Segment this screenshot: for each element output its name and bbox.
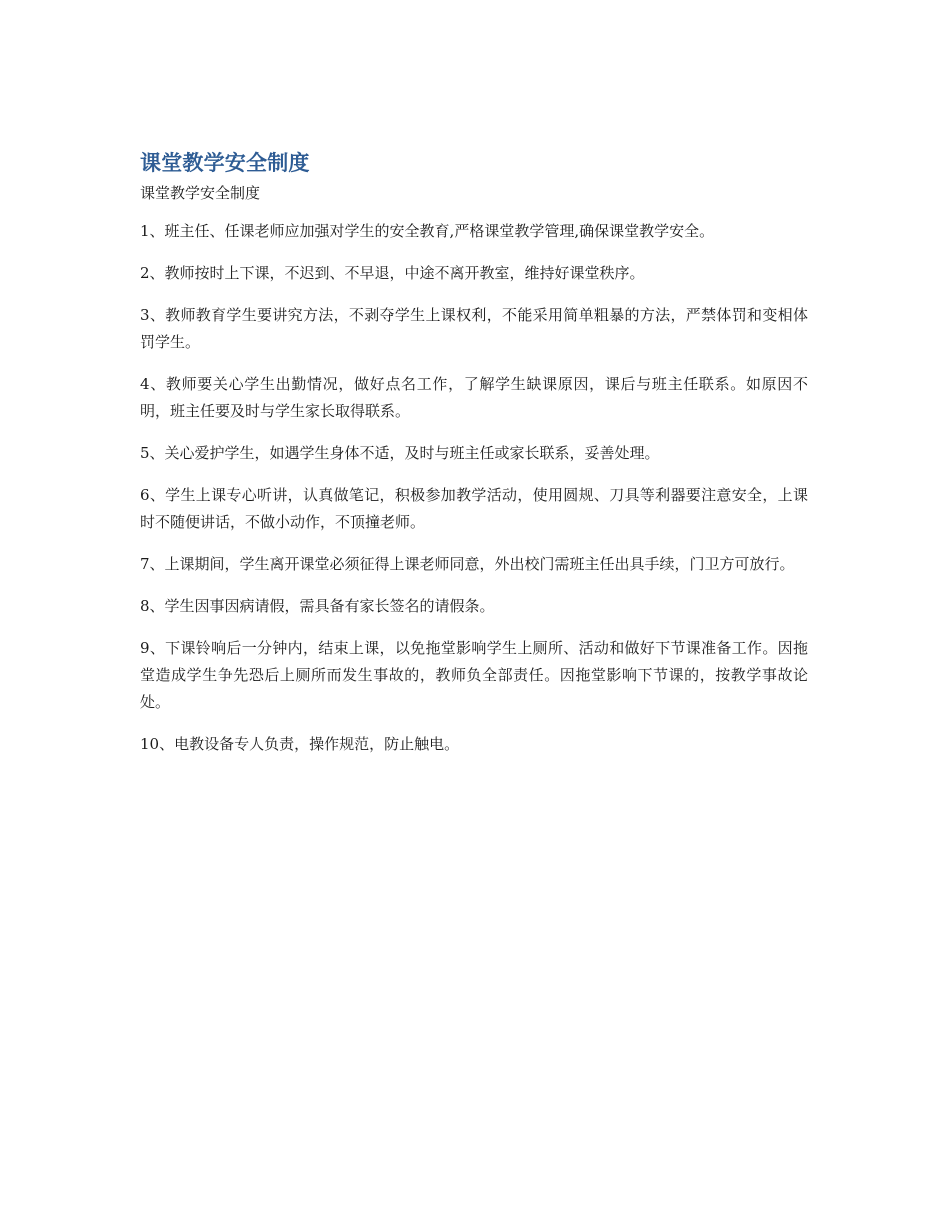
clause-9: 9、下课铃响后一分钟内，结束上课，以免拖堂影响学生上厕所、活动和做好下节课准备工作。因拖堂造成学生争先恐后上厕所而发生事故的，教师负全部责任。因拖堂影响下节课的，按教学事故论处。 — [140, 639, 808, 711]
clause-7: 7、上课期间，学生离开课堂必须征得上课老师同意，外出校门需班主任出具手续，门卫方可放行。 — [140, 555, 795, 573]
clause-3: 3、教师教育学生要讲究方法，不剥夺学生上课权利，不能采用简单粗暴的方法，严禁体罚和变相体罚学生。 — [140, 306, 808, 351]
clause-1: 1、班主任、任课老师应加强对学生的安全教育,严格课堂教学管理,确保课堂教学安全。 — [140, 222, 715, 240]
clause-6: 6、学生上课专心听讲，认真做笔记，积极参加教学活动，使用圆规、刀具等利器要注意安全，上课时不随便讲话，不做小动作，不顶撞老师。 — [140, 486, 808, 531]
document-page — [140, 148, 808, 773]
clause-8: 8、学生因事因病请假，需具备有家长签名的请假条。 — [140, 597, 495, 615]
document-title: 课堂教学安全制度 — [140, 151, 310, 175]
clause-4: 4、教师要关心学生出勤情况，做好点名工作，了解学生缺课原因，课后与班主任联系。如原因不明，班主任要及时与学生家长取得联系。 — [140, 375, 808, 420]
document-subtitle: 课堂教学安全制度 — [140, 184, 261, 202]
clause-5: 5、关心爱护学生，如遇学生身体不适，及时与班主任或家长联系，妥善处理。 — [140, 444, 660, 462]
clause-10: 10、电教设备专人负责，操作规范，防止触电。 — [140, 735, 460, 753]
clause-list — [140, 218, 808, 758]
clause-2: 2、教师按时上下课，不迟到、不早退，中途不离开教室，维持好课堂秩序。 — [140, 264, 645, 282]
